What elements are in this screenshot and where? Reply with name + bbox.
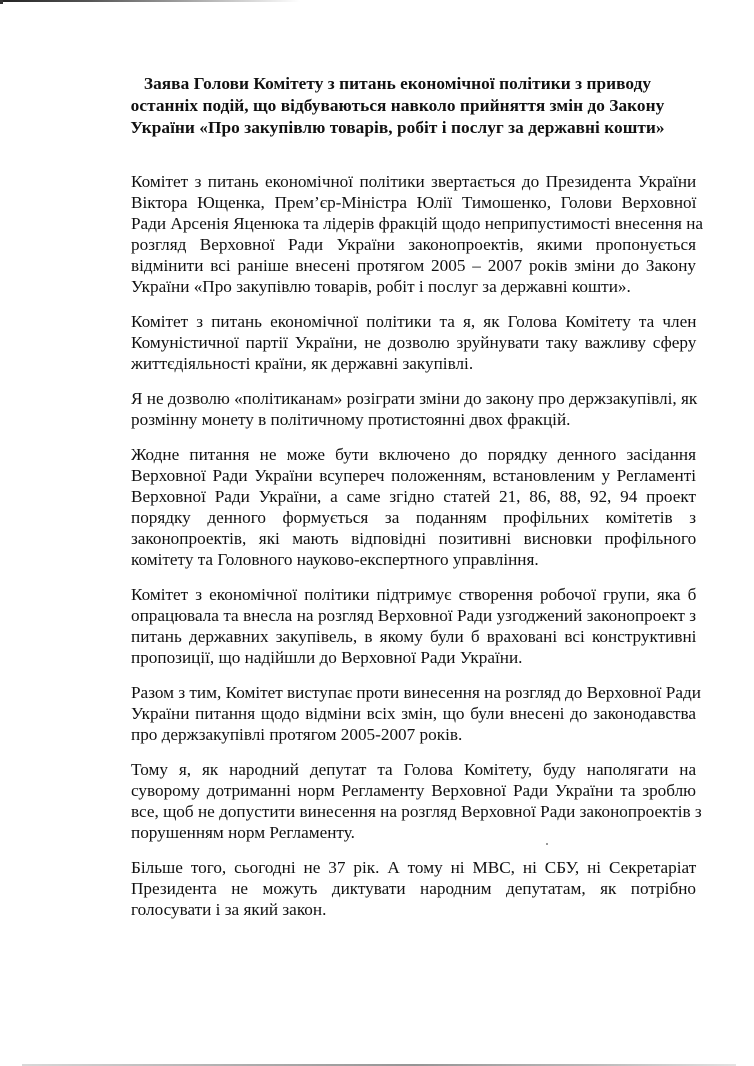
paragraph-politicians	[131, 388, 696, 430]
text-line: Президента не можуть диктувати народним депутатам, як потрібно	[131, 879, 696, 898]
text-line: порядку денного формується за поданням профільних комітетів з	[131, 508, 696, 527]
text-line: Верховної Ради України всупереч положенням, встановленим у Регламенті	[131, 466, 696, 485]
text-line: України «Про закупівлю товарів, робіт і послуг за державні кошти».	[131, 277, 631, 296]
text-line: відмінити всі раніше внесені протягом 2005 – 2007 років зміни до Закону	[131, 256, 696, 275]
document-body	[131, 171, 704, 934]
title-line: України «Про закупівлю товарів, робіт і послуг за державні кошти»	[130, 118, 665, 137]
text-line: Комітет з питань економічної політики та я, як Голова Комітету та член	[131, 312, 697, 331]
text-line: суворому дотриманні норм Регламенту Верховної Ради України та зроблю	[131, 781, 696, 800]
text-line: Я не дозволю «політиканам» розіграти зміни до закону про держзакупівлі, як	[131, 389, 698, 408]
text-line: Більше того, сьогодні не 37 рік. А тому ні МВС, ні СБУ, ні Секретаріат	[131, 858, 697, 877]
text-line: питань державних закупівель, в якому були б враховані всі конструктивні	[131, 627, 697, 646]
text-line: Комуністичної партії України, не дозволю зруйнувати таку важливу сферу	[131, 333, 697, 352]
title-line: Заява Голови Комітету з питань економічної політики з приводу	[143, 74, 652, 93]
title-line: останніх подій, що відбуваються навколо прийняття змін до Закону	[130, 96, 665, 115]
scan-corner-artifact	[0, 0, 3, 4]
text-line: все, щоб не допустити винесення на розгляд Верховної Ради законопроектів з	[131, 802, 702, 821]
text-line: Верховної Ради України, а саме згідно статей 21, 86, 88, 92, 94 проект	[131, 487, 696, 506]
paragraph-appeal	[131, 171, 704, 297]
text-line: Жодне питання не може бути включено до порядку денного засідання	[131, 445, 696, 464]
paragraph-committee-position	[131, 311, 696, 374]
text-line: розмінну монету в політичному протистоянні двох фракцій.	[131, 410, 571, 429]
paragraph-working-group	[131, 584, 696, 668]
text-line: Віктора Ющенка, Прем’єр-Міністра Юлії Тимошенко, Голови Верховної	[131, 193, 697, 212]
paragraph-agenda-rules	[131, 444, 696, 570]
text-line: про держзакупівлі протягом 2005-2007 років.	[131, 725, 463, 744]
text-line: Комітет з економічної політики підтримує створення робочої групи, яка б	[131, 585, 697, 604]
text-line: України питання щодо відміни всіх змін, що були внесені до законодавства	[131, 704, 696, 723]
paragraph-insist-regulations	[131, 759, 702, 843]
text-line: Комітет з питань економічної політики звертається до Президента України	[131, 172, 697, 191]
text-line: життєдіяльності країни, як державні закупівлі.	[131, 354, 474, 373]
document-title	[110, 73, 685, 139]
text-line: розгляд Верховної Ради України законопроектів, якими пропонується	[131, 235, 696, 254]
text-line: комітету та Головного науково-експертного управління.	[131, 550, 539, 569]
paragraph-opposition	[131, 682, 701, 745]
paragraph-closing	[131, 857, 696, 920]
text-line: пропозиції, що надійшли до Верховної Ради України.	[131, 648, 523, 667]
text-line: опрацювала та внесла на розгляд Верховної Ради узгоджений законопроект з	[131, 606, 697, 625]
text-line: голосувати і за який закон.	[131, 900, 327, 919]
text-line: Разом з тим, Комітет виступає проти винесення на розгляд до Верховної Ради	[131, 683, 701, 702]
text-line: Ради Арсенія Яценюка та лідерів фракцій щодо неприпустимості внесення на	[131, 214, 704, 233]
text-line: Тому я, як народний депутат та Голова Комітету, буду наполягати на	[131, 760, 697, 779]
text-line: порушенням норм Регламенту.	[131, 823, 355, 842]
text-line: законопроектів, які мають відповідні позитивні висновки профільного	[131, 529, 697, 548]
scan-edge-artifact-top	[0, 0, 300, 2]
